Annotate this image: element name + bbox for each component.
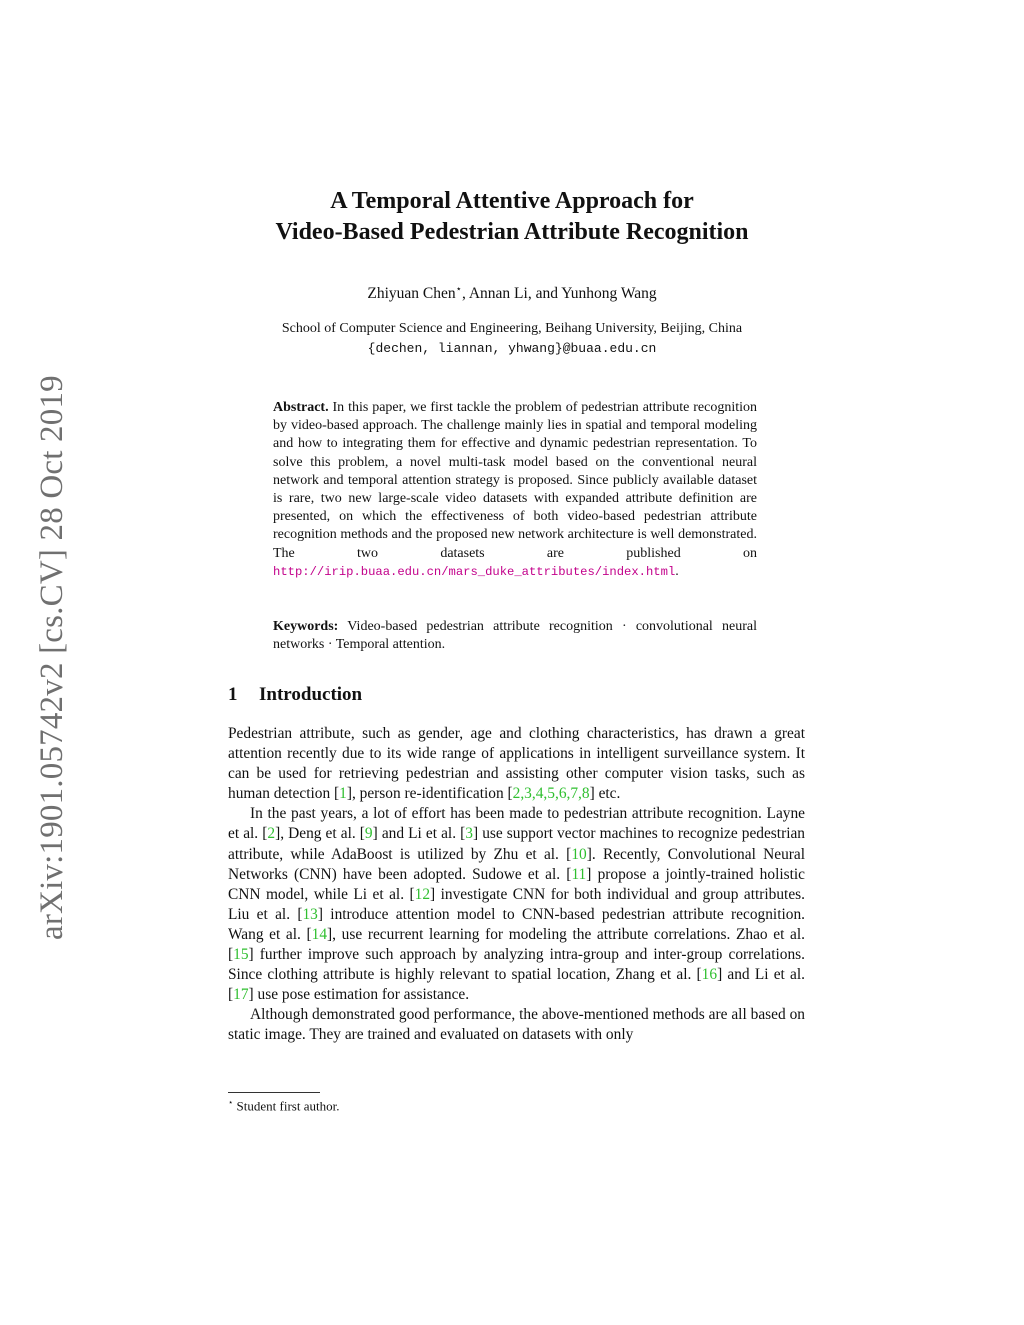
section-title: Introduction bbox=[259, 684, 363, 705]
title-line-2: Video-Based Pedestrian Attribute Recognition bbox=[275, 219, 749, 245]
citation-link[interactable]: 9 bbox=[364, 825, 373, 843]
text-run: ], Deng et al. [ bbox=[275, 825, 365, 843]
abstract-end: . bbox=[675, 563, 679, 579]
keywords-text: Video-based pedestrian attribute recognition · convolutional neural networks · Temporal attention. bbox=[273, 619, 757, 653]
dataset-link[interactable]: http://irip.buaa.edu.cn/mars_duke_attributes/index.html bbox=[273, 564, 676, 579]
body-text bbox=[228, 724, 805, 1046]
section-heading bbox=[228, 684, 362, 706]
text-run: ], person re-identification [ bbox=[346, 785, 513, 803]
title-line-1: A Temporal Attentive Approach for bbox=[330, 188, 694, 214]
abstract-text: In this paper, we first tackle the problem of pedestrian attribute recognition by video-based approach. The challenge mainly lies in spatial and temporal modeling and how to integrating them for effective and dynamic pedestrian representation. To solve this problem, a novel multi-task model based on the conventional neural network and temporal attention strategy is proposed. Since publicly available dataset is rare, two new large-scale video datasets with expanded attribute definition are presented, on which the effectiveness of both video-based pedestrian attribute recognition methods and the proposed new network architecture is well demonstrated. The two datasets are published on bbox=[273, 400, 758, 561]
citation-link[interactable]: 1 bbox=[339, 785, 347, 803]
text-run: ] use support vector machines to recognize pedestrian attribute, while AdaBoost is utilized by Zhu et al. [ bbox=[228, 825, 806, 863]
citation-link[interactable]: 3 bbox=[465, 825, 473, 843]
abstract bbox=[273, 399, 757, 581]
footnote-text: Student first author. bbox=[236, 1098, 340, 1114]
text-run: In the past years, a lot of effort has been made to pedestrian attribute recognition. Layne et al. [ bbox=[228, 805, 805, 843]
text-run: Pedestrian attribute, such as gender, age and clothing characteristics, has drawn a great attention recently due to its wide range of applications in intelligent surveillance system. It can be used for retrieving pedestrian and assisting other computer vision tasks, such as human detection [ bbox=[228, 725, 805, 803]
footnote-mark: ⋆ bbox=[228, 1097, 234, 1107]
keywords bbox=[273, 618, 757, 654]
paragraph-2 bbox=[228, 804, 805, 1005]
affiliation-institution: School of Computer Science and Engineering, Beihang University, Beijing, China bbox=[281, 321, 743, 336]
citation-link[interactable]: 16 bbox=[701, 966, 718, 984]
author-list bbox=[0, 284, 1024, 303]
paragraph-3: Although demonstrated good performance, the above-mentioned methods are all based on static image. They are trained and evaluated on datasets with only bbox=[228, 1006, 805, 1044]
citation-link[interactable]: 14 bbox=[311, 925, 328, 943]
author-footnote-mark: ⋆ bbox=[455, 284, 462, 295]
author-first: Zhiyuan Chen bbox=[367, 285, 456, 303]
footnote-divider bbox=[228, 1092, 320, 1093]
citation-link[interactable]: 2,3,4,5,6,7,8 bbox=[512, 785, 590, 803]
footnote bbox=[228, 1097, 339, 1114]
text-run: ] and Li et al. [ bbox=[372, 825, 466, 843]
text-run: ] further improve such approach by analyzing intra-group and inter-group correlations. Since clothing attribute is highly relevant to spatial location, Zhang et al. [ bbox=[228, 946, 805, 984]
citation-link[interactable]: 17 bbox=[233, 986, 249, 1004]
text-run: ] use pose estimation for assistance. bbox=[248, 986, 470, 1004]
citation-link[interactable]: 15 bbox=[233, 946, 249, 964]
text-run: ]. Recently, Convolutional Neural Networks (CNN) have been adopted. Sudowe et al. [ bbox=[228, 845, 805, 883]
citation-link[interactable]: 10 bbox=[571, 845, 587, 863]
author-emails: {dechen, liannan, yhwang}@buaa.edu.cn bbox=[367, 341, 657, 356]
abstract-label: Abstract. bbox=[273, 400, 329, 415]
paper-title bbox=[0, 186, 1024, 248]
keywords-label: Keywords: bbox=[273, 619, 339, 634]
section-number: 1 bbox=[228, 684, 238, 705]
text-run: ] investigate CNN for both individual and group attributes. Liu et al. [ bbox=[228, 885, 805, 923]
citation-link[interactable]: 2 bbox=[267, 825, 276, 843]
author-rest: , Annan Li, and Yunhong Wang bbox=[461, 285, 657, 303]
arxiv-identifier-stamp: arXiv:1901.05742v2 [cs.CV] 28 Oct 2019 bbox=[34, 375, 70, 940]
citation-link[interactable]: 11 bbox=[571, 865, 587, 883]
text-run: ] and Li et al. [ bbox=[228, 966, 805, 1004]
affiliation bbox=[0, 319, 1024, 359]
text-run: ] etc. bbox=[589, 785, 621, 803]
text-run: ] introduce attention model to CNN-based pedestrian attribute recognition. Wang et al. [ bbox=[228, 905, 805, 943]
paragraph-1 bbox=[228, 724, 805, 804]
citation-link[interactable]: 13 bbox=[302, 905, 318, 923]
text-run: ] propose a jointly-trained holistic CNN model, while Li et al. [ bbox=[228, 865, 806, 903]
citation-link[interactable]: 12 bbox=[414, 885, 431, 903]
text-run: ], use recurrent learning for modeling the attribute correlations. Zhao et al. [ bbox=[228, 925, 805, 964]
